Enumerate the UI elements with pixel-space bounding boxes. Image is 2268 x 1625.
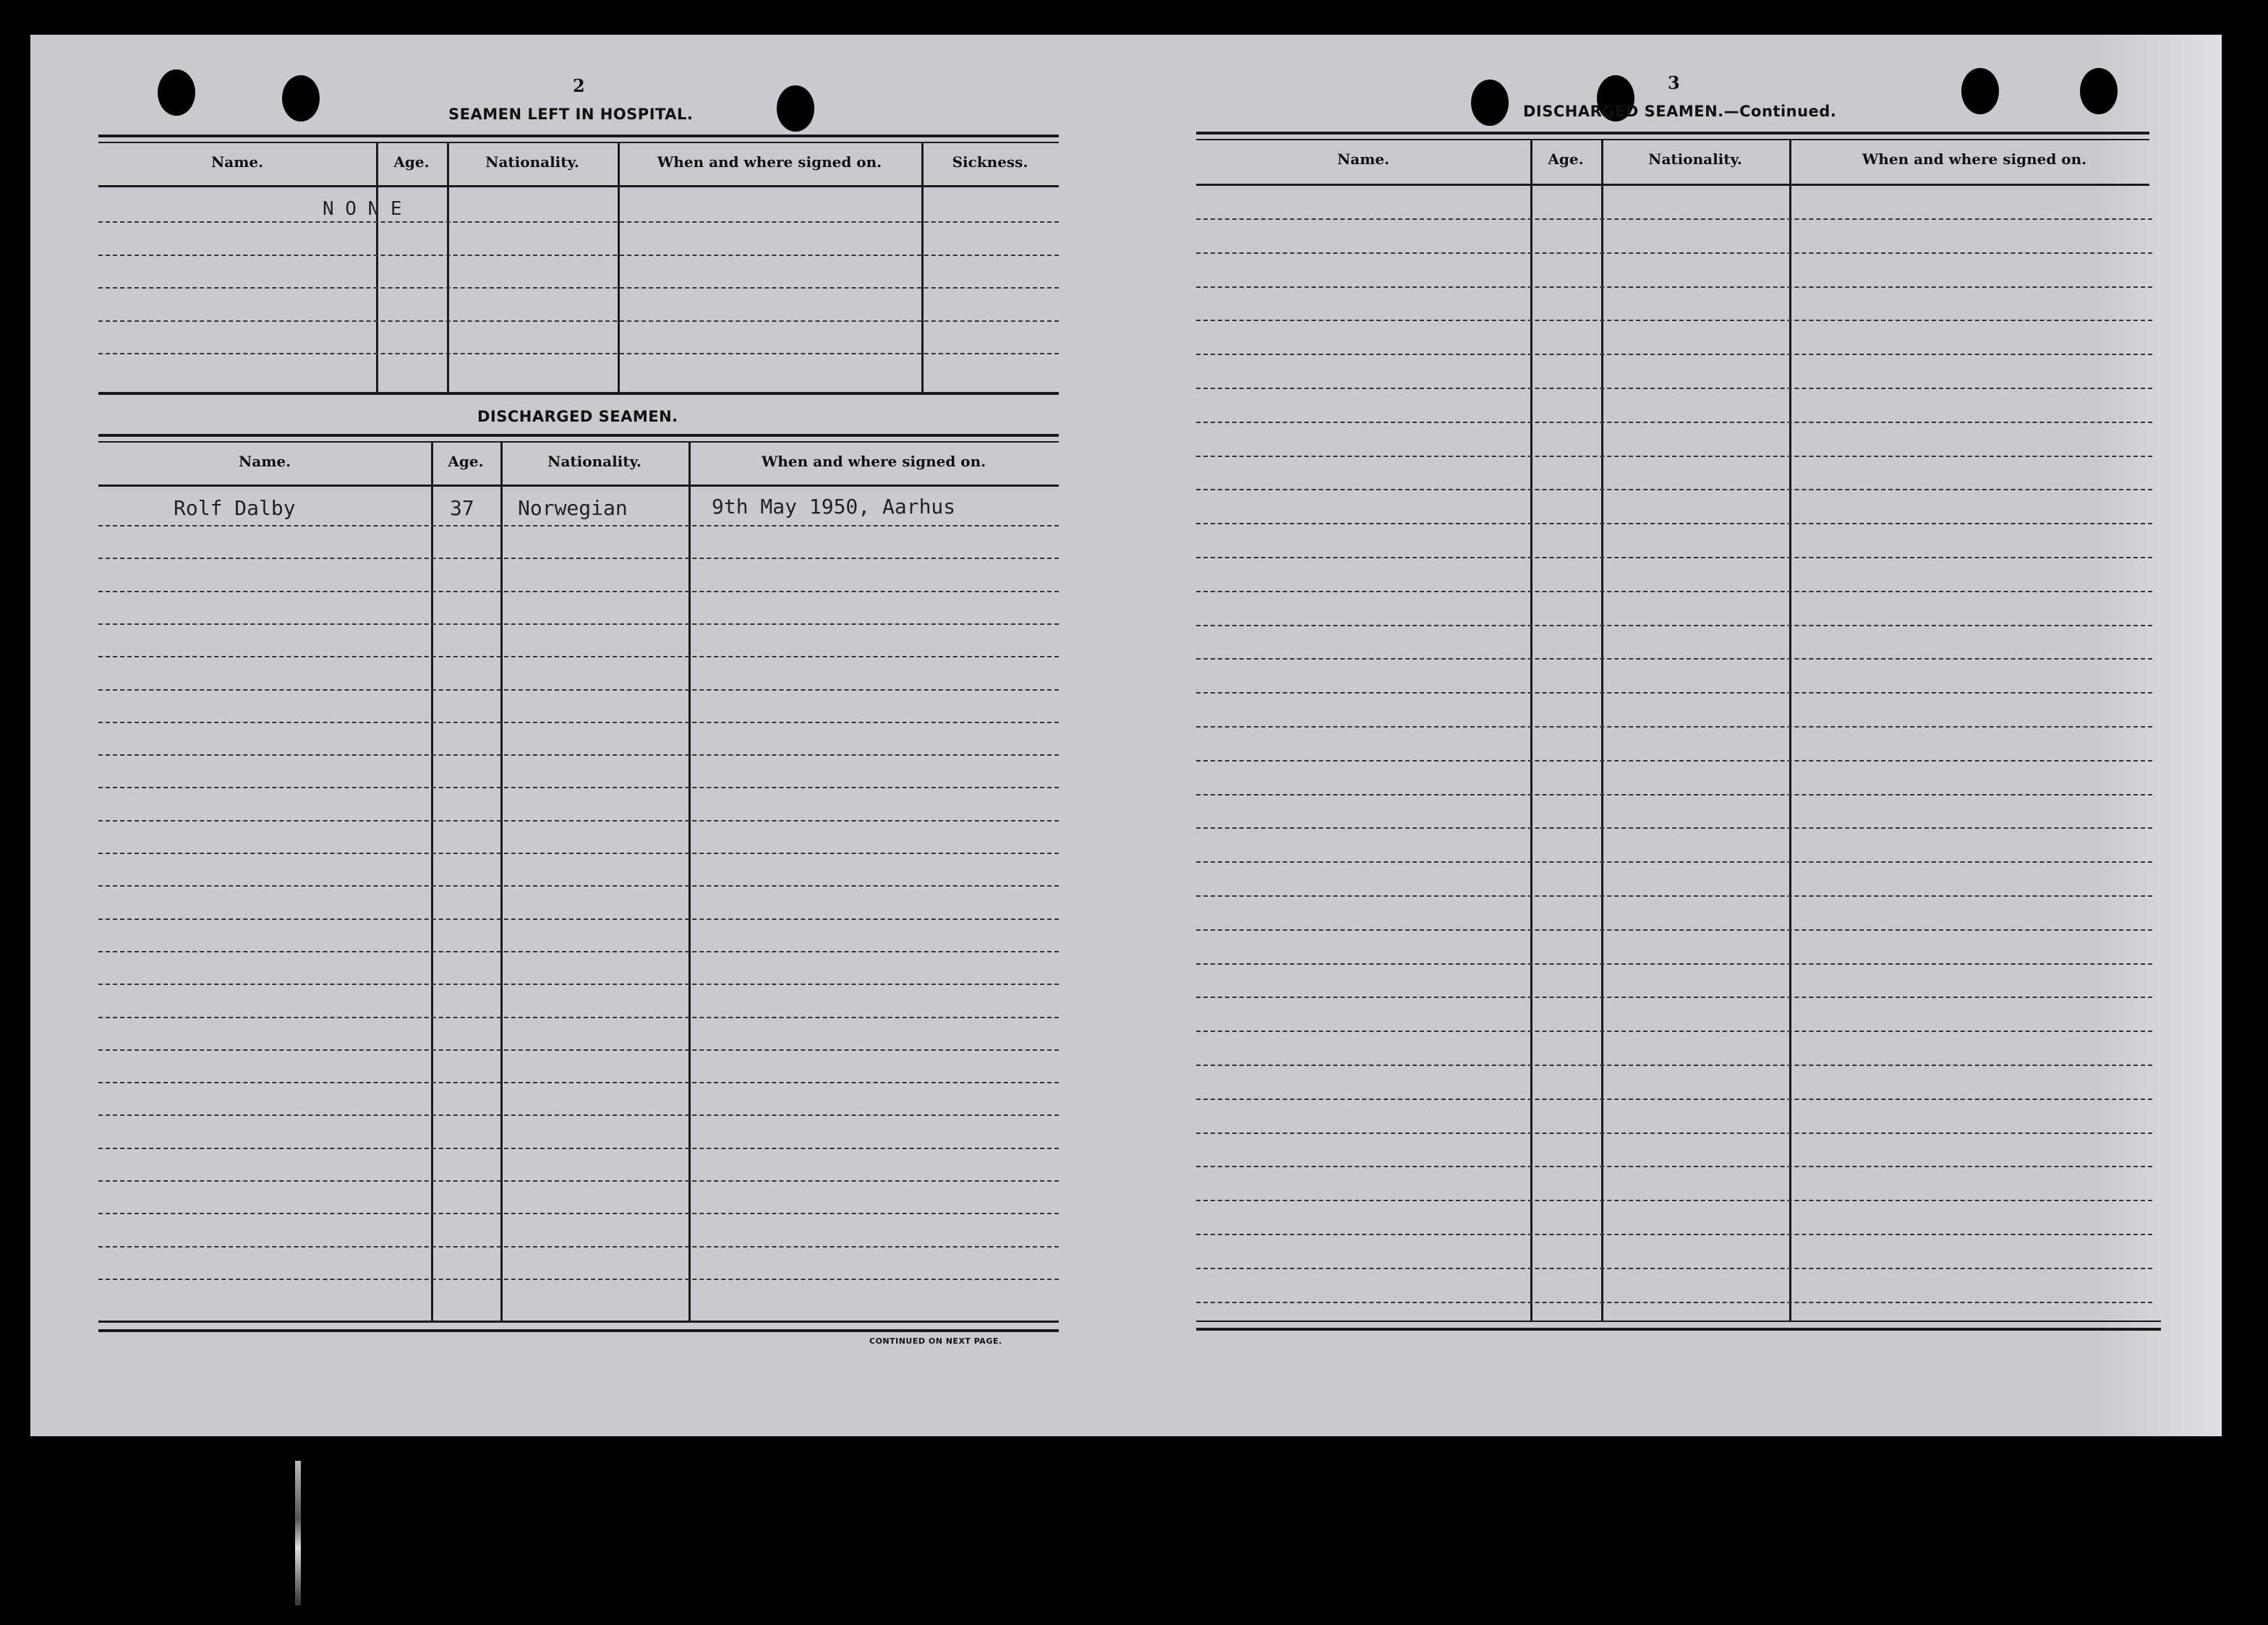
right-page-number: 3 [1668,72,1680,93]
ruled-line [1196,625,2152,626]
punch-hole [2080,68,2118,114]
ruled-line [1196,1166,2152,1167]
ruled-line [98,820,1059,822]
ruled-line [1196,692,2152,694]
punch-hole [1961,68,1999,114]
ruled-line [1196,286,2152,288]
ruled-line [1196,861,2152,863]
ruled-line [1196,523,2152,524]
ruled-line [1196,997,2152,998]
hospital-col-divider [447,143,449,393]
hospital-col-signed-on: When and where signed on. [657,153,882,171]
discharged-col-age: Age. [448,453,484,470]
ruled-line [98,1246,1059,1247]
ruled-line [98,623,1059,625]
right-col-divider [1601,140,1603,1322]
discharged-col-divider [500,443,503,1322]
right-table-top-rule-2 [1196,139,2149,140]
ruled-line [1196,422,2152,423]
hospital-entry-none: N O N E [323,198,402,220]
ruled-line [98,885,1059,887]
ruled-line [1196,895,2152,897]
document-sheet [30,35,2222,1436]
ruled-line [98,1279,1059,1280]
ruled-line [98,320,1059,322]
ruled-line [1196,827,2152,829]
right-col-signed-on: When and where signed on. [1862,150,2087,168]
ruled-line [1196,1031,2152,1032]
ruled-line [98,754,1059,756]
hospital-col-sickness: Sickness. [952,153,1028,171]
ruled-line [1196,1302,2152,1303]
ruled-line [98,558,1059,559]
ruled-line [98,287,1059,289]
ruled-line [1196,929,2152,931]
punch-hole [777,85,814,132]
ruled-line [1196,320,2152,321]
ruled-line [98,656,1059,657]
ruled-line [1196,794,2152,796]
hospital-table-bottom-rule [98,392,1059,395]
hospital-col-nationality: Nationality. [485,153,579,171]
ruled-line [1196,388,2152,389]
ruled-line [98,918,1059,920]
discharged-col-name: Name. [238,453,291,470]
right-col-divider [1530,140,1532,1322]
right-col-nationality: Nationality. [1648,150,1742,168]
ruled-line [1196,1099,2152,1100]
ruled-line [98,1049,1059,1051]
continued-footer-note: CONTINUED ON NEXT PAGE. [869,1336,1002,1346]
right-table-bottom-rule [1196,1321,2161,1322]
right-col-divider [1789,140,1791,1322]
discharged-col-divider [688,443,691,1322]
hospital-col-name: Name. [210,153,264,171]
discharged-header-rule [98,485,1059,487]
ruled-line [1196,489,2152,490]
hospital-header-rule [98,185,1059,187]
hospital-col-divider [618,143,620,393]
ruled-line [98,722,1059,723]
ruled-line [98,787,1059,788]
punch-hole [158,69,195,116]
ruled-line [1196,1268,2152,1269]
hospital-table-top-rule-2 [98,142,1059,143]
ruled-line [98,1114,1059,1116]
discharged-table-bottom-rule-2 [98,1329,1059,1332]
ruled-line [98,1213,1059,1214]
hospital-col-divider [921,143,924,393]
ruled-line [1196,456,2152,457]
hospital-col-divider [376,143,378,393]
ruled-line [98,255,1059,256]
ruled-line [98,984,1059,985]
hospital-table-top-rule [98,135,1059,137]
discharged-row-name: Rolf Dalby [174,496,296,520]
ruled-line [98,1082,1059,1083]
right-header-rule [1196,184,2149,186]
ruled-line [98,1148,1059,1149]
discharged-table-top-rule-2 [98,441,1059,443]
discharged-col-signed-on: When and where signed on. [761,453,986,470]
ruled-line [1196,591,2152,592]
discharged-row-age: 37 [450,496,474,520]
ruled-line [98,689,1059,691]
ruled-line [98,353,1059,354]
ruled-line [98,1017,1059,1018]
discharged-section-title: DISCHARGED SEAMEN. [477,408,678,425]
ruled-line [98,591,1059,592]
ruled-line [1196,760,2152,762]
ruled-line [1196,726,2152,728]
ruled-line [1196,1200,2152,1201]
punch-hole [1471,80,1509,126]
ruled-line [98,525,1059,526]
left-page-number: 2 [573,75,585,96]
ruled-line [1196,557,2152,558]
right-page-title: DISCHARGED SEAMEN.—Continued. [1523,103,1837,120]
right-col-age: Age. [1548,150,1584,168]
paper-edge-highlight [2097,35,2222,1436]
discharged-row-signed-on: 9th May 1950, Aarhus [712,495,956,519]
right-table-top-rule [1196,132,2149,135]
discharged-row-nationality: Norwegian [518,496,628,520]
discharged-table-bottom-rule [98,1321,1059,1323]
punch-hole [282,75,320,121]
right-col-name: Name. [1336,150,1390,168]
hospital-col-age: Age. [393,153,430,171]
discharged-col-nationality: Nationality. [547,453,641,470]
right-table-bottom-rule-2 [1196,1328,2161,1331]
hospital-section-title: SEAMEN LEFT IN HOSPITAL. [448,106,694,123]
ruled-line [1196,963,2152,965]
ruled-line [1196,354,2152,355]
ruled-line [1196,1234,2152,1235]
ruled-line [98,1180,1059,1182]
ruled-line [98,221,1059,223]
discharged-table-top-rule [98,434,1059,437]
ruled-line [98,951,1059,952]
ruled-line [1196,252,2152,254]
ruled-line [1196,1133,2152,1134]
ruled-line [98,853,1059,854]
film-edge-strip [295,1461,301,1605]
ruled-line [1196,218,2152,220]
ruled-line [1196,658,2152,660]
discharged-col-divider [431,443,433,1322]
ruled-line [1196,1065,2152,1066]
